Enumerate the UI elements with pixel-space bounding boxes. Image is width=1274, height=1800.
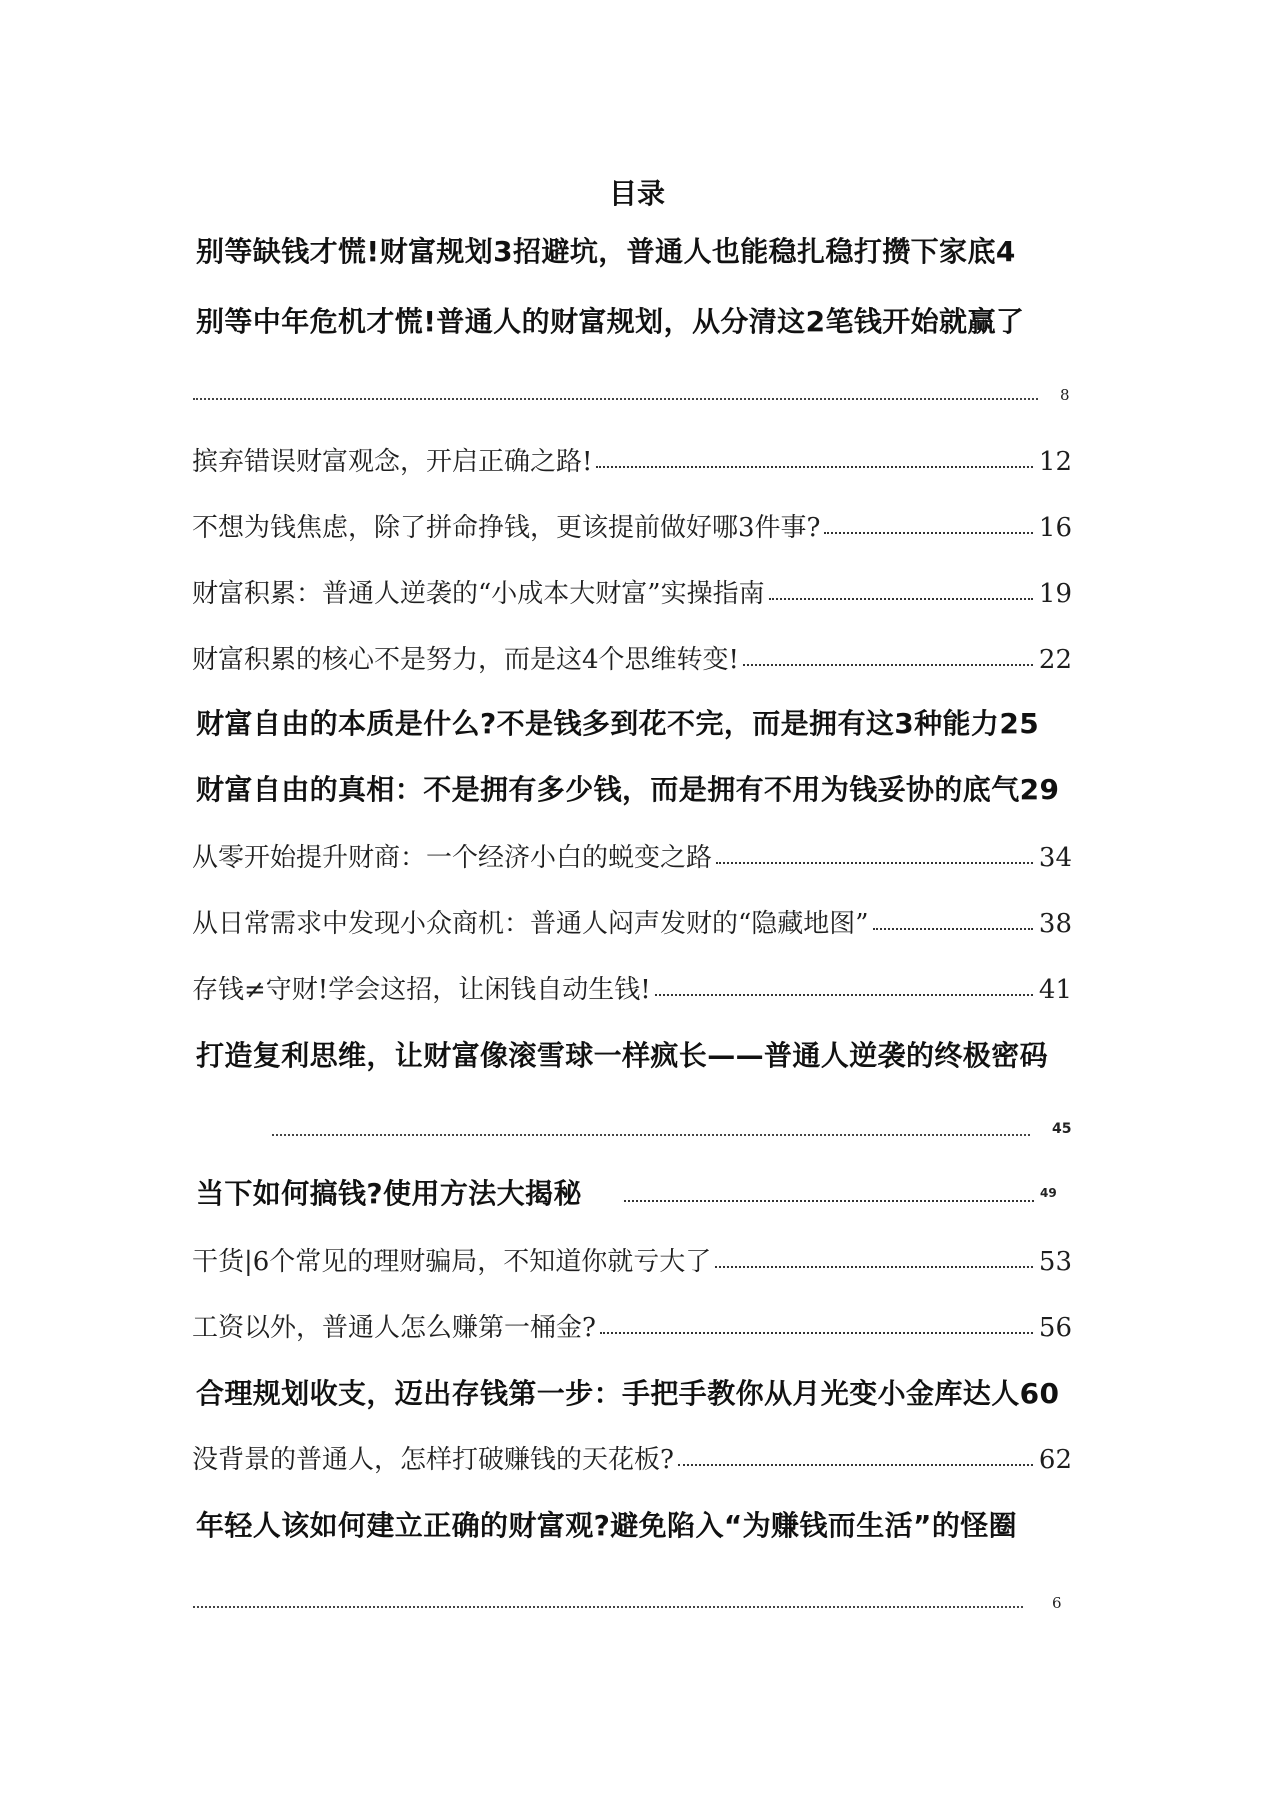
toc-entry-page: 53: [1038, 1247, 1072, 1277]
toc-entry-page: 12: [1038, 447, 1072, 477]
toc-entry[interactable]: [192, 1242, 1072, 1282]
toc-entry-page: 34: [1038, 843, 1072, 873]
toc-entry-text: 别等缺钱才慌!财富规划3招避坑，普通人也能稳扎稳打攒下家底4: [196, 235, 1016, 268]
toc-entry-page: 45: [1052, 1121, 1072, 1137]
toc-entry[interactable]: [192, 640, 1072, 680]
toc-leader-dots: [715, 1266, 1033, 1268]
toc-entry[interactable]: [192, 838, 1072, 878]
toc-entry-text: 不想为钱焦虑，除了拼命挣钱，更该提前做好哪3件事?: [192, 513, 821, 543]
toc-entry-text: 没背景的普通人，怎样打破赚钱的天花板?: [192, 1445, 674, 1475]
toc-entry[interactable]: [196, 1036, 1048, 1076]
toc-entry-page: 38: [1038, 909, 1072, 939]
toc-entry-page: 19: [1038, 579, 1072, 609]
toc-leader-dots: [873, 928, 1033, 930]
toc-entry-page: 6: [1052, 1594, 1062, 1612]
toc-entry-text: 财富自由的本质是什么?不是钱多到花不完，而是拥有这3种能力25: [196, 707, 1040, 740]
toc-entry-page: 56: [1038, 1313, 1072, 1343]
toc-entry[interactable]: [196, 704, 1039, 744]
toc-leader-dots: [600, 1332, 1033, 1334]
toc-entry-text: 财富自由的真相：不是拥有多少钱，而是拥有不用为钱妥协的底气29: [196, 773, 1060, 806]
toc-entry-text: 从日常需求中发现小众商机：普通人闷声发财的“隐藏地图”: [192, 909, 869, 939]
toc-leader-dots: [769, 598, 1033, 600]
toc-entry[interactable]: [192, 442, 1072, 482]
toc-leader-dots: [678, 1464, 1033, 1466]
toc-entry-page: 62: [1038, 1445, 1072, 1475]
toc-entry-text: 合理规划收支，迈出存钱第一步：手把手教你从月光变小金库达人60: [196, 1377, 1060, 1410]
toc-leader-dots: [272, 1134, 1030, 1136]
toc-entry-text: 工资以外，普通人怎么赚第一桶金?: [192, 1313, 596, 1343]
toc-leader-dots: [193, 1606, 1023, 1608]
toc-entry-text: 从零开始提升财商：一个经济小白的蜕变之路: [192, 843, 713, 873]
toc-entry-text: 财富积累：普通人逆袭的“小成本大财富”实操指南: [192, 579, 765, 609]
toc-entry-text: 打造复利思维，让财富像滚雪球一样疯长——普通人逆袭的终极密码: [196, 1039, 1049, 1072]
toc-entry[interactable]: [196, 1174, 582, 1214]
toc-entry-page: 49: [1040, 1186, 1057, 1200]
toc-entry[interactable]: [196, 302, 1024, 342]
toc-entry[interactable]: [192, 1308, 1072, 1348]
toc-entry-text: 财富积累的核心不是努力，而是这4个思维转变!: [192, 645, 739, 675]
toc-entry-text: 干货|6个常见的理财骗局，不知道你就亏大了: [192, 1247, 712, 1277]
toc-entry[interactable]: [192, 1440, 1072, 1480]
toc-leader-dots: [824, 532, 1032, 534]
toc-title: 目录: [608, 177, 665, 210]
toc-entry-text: 年轻人该如何建立正确的财富观?避免陷入“为赚钱而生活”的怪圈: [196, 1509, 1018, 1542]
toc-leader-dots: [716, 862, 1033, 864]
toc-entry[interactable]: [196, 1374, 1059, 1414]
toc-leader-dots: [655, 994, 1033, 996]
toc-entry[interactable]: [192, 970, 1072, 1010]
toc-leader-dots: [596, 466, 1032, 468]
toc-entry[interactable]: [196, 770, 1059, 810]
toc-entry[interactable]: [196, 1506, 1017, 1546]
toc-entry-text: 别等中年危机才慌!普通人的财富规划，从分清这2笔钱开始就赢了: [196, 305, 1025, 338]
toc-entry-page: 16: [1038, 513, 1072, 543]
toc-entry-text: 当下如何搞钱?使用方法大揭秘: [196, 1177, 582, 1210]
toc-leader-dots: [624, 1200, 1034, 1202]
toc-entry-page: 41: [1038, 975, 1072, 1005]
toc-entry[interactable]: [192, 508, 1072, 548]
toc-entry[interactable]: [192, 574, 1072, 614]
toc-leader-dots: [193, 398, 1038, 400]
toc-entry[interactable]: [192, 904, 1072, 944]
toc-entry-text: 摈弃错误财富观念，开启正确之路!: [192, 447, 593, 477]
toc-entry-page: 8: [1060, 386, 1070, 404]
toc-entry-text: 存钱≠守财!学会这招，让闲钱自动生钱!: [192, 975, 651, 1005]
toc-entry[interactable]: [196, 232, 1016, 272]
toc-entry-page: 22: [1038, 645, 1072, 675]
toc-leader-dots: [743, 664, 1033, 666]
